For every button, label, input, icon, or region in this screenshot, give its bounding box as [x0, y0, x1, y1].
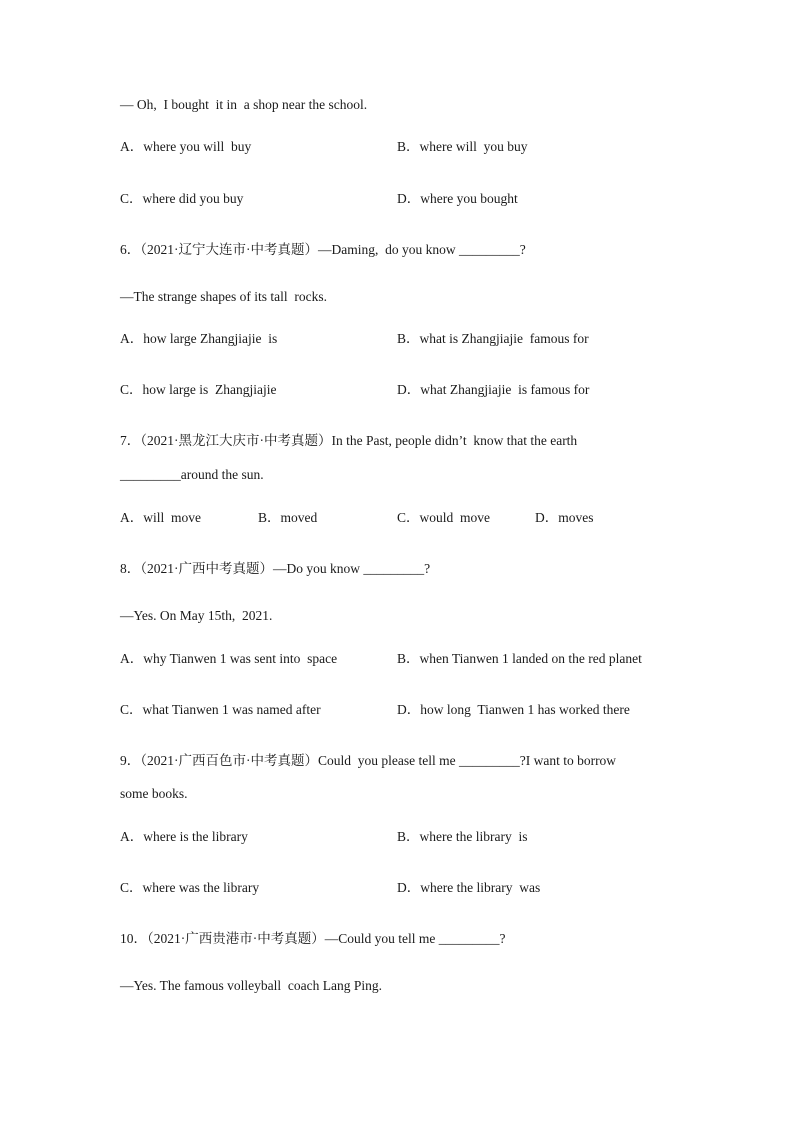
- q9-option-a: A．where is the library: [120, 829, 248, 844]
- q8-option-b: B．when Tianwen 1 landed on the red planet: [397, 651, 642, 666]
- q8-option-d: D．how long Tianwen 1 has worked there: [397, 702, 630, 717]
- q6-option-a: A．how large Zhangjiajie is: [120, 331, 278, 346]
- q9-stem-line1: 9．（2021·广西百色市·中考真题）Could you please tell me _________?I want to borrow: [120, 753, 617, 768]
- q9-option-d: D．where the library was: [397, 880, 541, 895]
- q7-option-a: A．will move: [120, 510, 201, 525]
- q9-option-b: B．where the library is: [397, 829, 528, 844]
- q5-option-c: C．where did you buy: [120, 191, 244, 206]
- q8-option-c: C．what Tianwen 1 was named after: [120, 702, 321, 717]
- q7-option-b: B．moved: [258, 510, 318, 525]
- q6-stem: 6．（2021·辽宁大连市·中考真题）—Daming, do you know _________?: [120, 242, 526, 257]
- q8-option-a: A．why Tianwen 1 was sent into space: [120, 651, 338, 666]
- q6-option-d: D．what Zhangjiajie is famous for: [397, 382, 590, 397]
- q7-option-c: C．would move: [397, 510, 490, 525]
- q8-stem: 8．（2021·广西中考真题）—Do you know _________?: [120, 561, 431, 576]
- q5-option-d: D．where you bought: [397, 191, 518, 206]
- q7-stem-line2: _________around the sun.: [120, 467, 264, 482]
- q7-stem-line1: 7．（2021·黑龙江大庆市·中考真题）In the Past, people didn’t know that the earth: [120, 433, 578, 448]
- q9-option-c: C．where was the library: [120, 880, 260, 895]
- q6-option-b: B．what is Zhangjiajie famous for: [397, 331, 589, 346]
- q7-option-d: D．moves: [535, 510, 594, 525]
- q6-answer-line: —The strange shapes of its tall rocks.: [120, 289, 327, 304]
- q5-answer-line: — Oh, I bought it in a shop near the school.: [120, 97, 368, 112]
- q5-option-b: B．where will you buy: [397, 139, 528, 154]
- q8-answer-line: —Yes. On May 15th, 2021.: [120, 608, 273, 623]
- q9-stem-line2: some books.: [120, 786, 188, 801]
- q10-answer-line: —Yes. The famous volleyball coach Lang Ping.: [120, 978, 382, 993]
- q6-option-c: C．how large is Zhangjiajie: [120, 382, 277, 397]
- q10-stem: 10．（2021·广西贵港市·中考真题）—Could you tell me _________?: [120, 931, 506, 946]
- q5-option-a: A．where you will buy: [120, 139, 252, 154]
